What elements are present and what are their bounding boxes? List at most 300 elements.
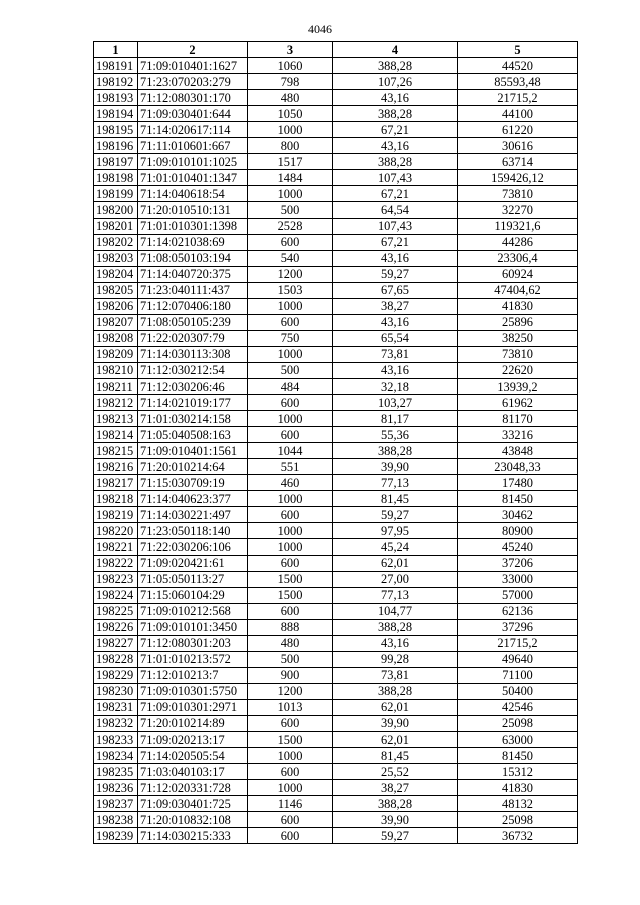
area-cell: 1000 [248,411,333,427]
row-id-cell: 198209 [94,346,138,362]
row-id-cell: 198207 [94,314,138,330]
table-row [94,90,578,106]
column-header-2: 2 [138,42,248,58]
row-id-cell: 198194 [94,106,138,122]
rate-cell: 388,28 [333,443,458,459]
table-row [94,362,578,378]
total-cell: 81450 [458,491,578,507]
total-cell: 21715,2 [458,635,578,651]
rate-cell: 77,13 [333,587,458,603]
area-cell: 1500 [248,587,333,603]
row-id-cell: 198201 [94,218,138,234]
row-id-cell: 198208 [94,330,138,346]
total-cell: 25098 [458,812,578,828]
table-row [94,507,578,523]
row-id-cell: 198219 [94,507,138,523]
table-row [94,715,578,731]
area-cell: 1000 [248,523,333,539]
cadastral-number-cell: 71:09:010101:1025 [138,154,248,170]
rate-cell: 388,28 [333,619,458,635]
rate-cell: 104,77 [333,603,458,619]
area-cell: 1050 [248,106,333,122]
cadastral-number-cell: 71:20:010214:64 [138,459,248,475]
table-row [94,218,578,234]
total-cell: 17480 [458,475,578,491]
area-cell: 900 [248,667,333,683]
cadastral-number-cell: 71:09:020421:61 [138,555,248,571]
rate-cell: 62,01 [333,732,458,748]
rate-cell: 73,81 [333,667,458,683]
total-cell: 61220 [458,122,578,138]
row-id-cell: 198210 [94,362,138,378]
table-row [94,186,578,202]
total-cell: 37206 [458,555,578,571]
row-id-cell: 198223 [94,571,138,587]
rate-cell: 62,01 [333,699,458,715]
total-cell: 60924 [458,266,578,282]
cadastral-number-cell: 71:09:010101:3450 [138,619,248,635]
column-header-5: 5 [458,42,578,58]
rate-cell: 81,17 [333,411,458,427]
area-cell: 600 [248,395,333,411]
cadastral-number-cell: 71:08:050105:239 [138,314,248,330]
cadastral-number-cell: 71:14:030221:497 [138,507,248,523]
area-cell: 600 [248,603,333,619]
total-cell: 73810 [458,346,578,362]
area-cell: 1500 [248,571,333,587]
area-cell: 551 [248,459,333,475]
area-cell: 1484 [248,170,333,186]
table-row [94,619,578,635]
cadastral-number-cell: 71:23:050118:140 [138,523,248,539]
table-body [94,58,578,844]
cadastral-number-cell: 71:23:070203:279 [138,74,248,90]
area-cell: 600 [248,555,333,571]
area-cell: 1200 [248,266,333,282]
rate-cell: 39,90 [333,459,458,475]
cadastral-number-cell: 71:14:040720:375 [138,266,248,282]
column-header-3: 3 [248,42,333,58]
row-id-cell: 198206 [94,298,138,314]
cadastral-number-cell: 71:01:010213:572 [138,651,248,667]
area-cell: 600 [248,234,333,250]
cadastral-number-cell: 71:22:030206:106 [138,539,248,555]
row-id-cell: 198220 [94,523,138,539]
total-cell: 42546 [458,699,578,715]
table-row [94,683,578,699]
row-id-cell: 198211 [94,378,138,394]
area-cell: 600 [248,427,333,443]
area-cell: 500 [248,651,333,667]
rate-cell: 59,27 [333,507,458,523]
row-id-cell: 198191 [94,58,138,74]
table-row [94,154,578,170]
row-id-cell: 198205 [94,282,138,298]
table-row [94,539,578,555]
table-row [94,330,578,346]
rate-cell: 97,95 [333,523,458,539]
row-id-cell: 198229 [94,667,138,683]
table-row [94,603,578,619]
rate-cell: 388,28 [333,154,458,170]
table-row [94,266,578,282]
cadastral-number-cell: 71:01:010301:1398 [138,218,248,234]
total-cell: 80900 [458,523,578,539]
rate-cell: 38,27 [333,780,458,796]
rate-cell: 107,43 [333,170,458,186]
table-row [94,202,578,218]
area-cell: 1500 [248,732,333,748]
cadastral-number-cell: 71:15:060104:29 [138,587,248,603]
area-cell: 600 [248,812,333,828]
total-cell: 30616 [458,138,578,154]
area-cell: 750 [248,330,333,346]
rate-cell: 62,01 [333,555,458,571]
total-cell: 62136 [458,603,578,619]
row-id-cell: 198193 [94,90,138,106]
row-id-cell: 198214 [94,427,138,443]
cadastral-number-cell: 71:14:020505:54 [138,748,248,764]
cadastral-number-cell: 71:09:030401:644 [138,106,248,122]
table-row [94,122,578,138]
total-cell: 57000 [458,587,578,603]
total-cell: 44520 [458,58,578,74]
area-cell: 500 [248,362,333,378]
cadastral-number-cell: 71:14:040623:377 [138,491,248,507]
area-cell: 1000 [248,748,333,764]
total-cell: 119321,6 [458,218,578,234]
total-cell: 49640 [458,651,578,667]
table-row [94,58,578,74]
total-cell: 22620 [458,362,578,378]
rate-cell: 43,16 [333,314,458,330]
data-table [93,41,578,844]
rate-cell: 43,16 [333,90,458,106]
rate-cell: 103,27 [333,395,458,411]
rate-cell: 27,00 [333,571,458,587]
total-cell: 21715,2 [458,90,578,106]
total-cell: 43848 [458,443,578,459]
cadastral-number-cell: 71:03:040103:17 [138,764,248,780]
row-id-cell: 198202 [94,234,138,250]
table-row [94,443,578,459]
area-cell: 600 [248,715,333,731]
table-row [94,491,578,507]
total-cell: 25098 [458,715,578,731]
cadastral-number-cell: 71:12:080301:203 [138,635,248,651]
total-cell: 81450 [458,748,578,764]
cadastral-number-cell: 71:12:010213:7 [138,667,248,683]
row-id-cell: 198225 [94,603,138,619]
cadastral-number-cell: 71:23:040111:437 [138,282,248,298]
rate-cell: 43,16 [333,138,458,154]
row-id-cell: 198195 [94,122,138,138]
row-id-cell: 198216 [94,459,138,475]
rate-cell: 67,21 [333,122,458,138]
total-cell: 44100 [458,106,578,122]
row-id-cell: 198234 [94,748,138,764]
area-cell: 480 [248,635,333,651]
column-header-4: 4 [333,42,458,58]
total-cell: 61962 [458,395,578,411]
cadastral-number-cell: 71:09:010212:568 [138,603,248,619]
table-row [94,459,578,475]
cadastral-number-cell: 71:14:040618:54 [138,186,248,202]
rate-cell: 388,28 [333,58,458,74]
rate-cell: 81,45 [333,491,458,507]
row-id-cell: 198222 [94,555,138,571]
table-row [94,796,578,812]
table-row [94,378,578,394]
cadastral-number-cell: 71:12:070406:180 [138,298,248,314]
rate-cell: 38,27 [333,298,458,314]
table-row [94,282,578,298]
area-cell: 1200 [248,683,333,699]
rate-cell: 67,65 [333,282,458,298]
rate-cell: 39,90 [333,715,458,731]
total-cell: 30462 [458,507,578,523]
row-id-cell: 198228 [94,651,138,667]
rate-cell: 43,16 [333,362,458,378]
area-cell: 480 [248,90,333,106]
cadastral-number-cell: 71:01:010401:1347 [138,170,248,186]
area-cell: 1503 [248,282,333,298]
table-row [94,651,578,667]
rate-cell: 67,21 [333,234,458,250]
table-row [94,234,578,250]
area-cell: 1000 [248,186,333,202]
row-id-cell: 198232 [94,715,138,731]
table-row [94,475,578,491]
row-id-cell: 198233 [94,732,138,748]
rate-cell: 73,81 [333,346,458,362]
cadastral-number-cell: 71:12:030212:54 [138,362,248,378]
row-id-cell: 198192 [94,74,138,90]
rate-cell: 25,52 [333,764,458,780]
column-header-1: 1 [94,42,138,58]
table-row [94,138,578,154]
table-row [94,427,578,443]
cadastral-number-cell: 71:09:030401:725 [138,796,248,812]
table-row [94,314,578,330]
area-cell: 600 [248,828,333,844]
row-id-cell: 198204 [94,266,138,282]
table-row [94,298,578,314]
total-cell: 33216 [458,427,578,443]
table-row [94,106,578,122]
area-cell: 1000 [248,122,333,138]
total-cell: 33000 [458,571,578,587]
row-id-cell: 198203 [94,250,138,266]
row-id-cell: 198231 [94,699,138,715]
rate-cell: 77,13 [333,475,458,491]
area-cell: 600 [248,507,333,523]
rate-cell: 39,90 [333,812,458,828]
area-cell: 1000 [248,298,333,314]
total-cell: 73810 [458,186,578,202]
rate-cell: 59,27 [333,266,458,282]
cadastral-number-cell: 71:12:030206:46 [138,378,248,394]
row-id-cell: 198239 [94,828,138,844]
cadastral-number-cell: 71:08:050103:194 [138,250,248,266]
cadastral-number-cell: 71:11:010601:667 [138,138,248,154]
area-cell: 1000 [248,780,333,796]
cadastral-number-cell: 71:14:021038:69 [138,234,248,250]
table-row [94,828,578,844]
row-id-cell: 198197 [94,154,138,170]
area-cell: 2528 [248,218,333,234]
table-row [94,555,578,571]
area-cell: 1517 [248,154,333,170]
cadastral-number-cell: 71:12:020331:728 [138,780,248,796]
total-cell: 44286 [458,234,578,250]
cadastral-number-cell: 71:14:030215:333 [138,828,248,844]
total-cell: 50400 [458,683,578,699]
rate-cell: 45,24 [333,539,458,555]
row-id-cell: 198213 [94,411,138,427]
total-cell: 63000 [458,732,578,748]
table-row [94,571,578,587]
row-id-cell: 198230 [94,683,138,699]
row-id-cell: 198227 [94,635,138,651]
area-cell: 600 [248,764,333,780]
total-cell: 85593,48 [458,74,578,90]
rate-cell: 107,43 [333,218,458,234]
table-row [94,170,578,186]
total-cell: 13939,2 [458,378,578,394]
table-row [94,732,578,748]
area-cell: 1000 [248,491,333,507]
area-cell: 888 [248,619,333,635]
rate-cell: 67,21 [333,186,458,202]
page-number: 4046 [308,22,332,36]
area-cell: 600 [248,314,333,330]
cadastral-number-cell: 71:09:020213:17 [138,732,248,748]
total-cell: 159426,12 [458,170,578,186]
row-id-cell: 198196 [94,138,138,154]
table-row [94,812,578,828]
area-cell: 1000 [248,346,333,362]
total-cell: 63714 [458,154,578,170]
cadastral-number-cell: 71:15:030709:19 [138,475,248,491]
cadastral-number-cell: 71:14:030113:308 [138,346,248,362]
table-row [94,780,578,796]
table-row [94,411,578,427]
table-row [94,346,578,362]
area-cell: 460 [248,475,333,491]
area-cell: 800 [248,138,333,154]
cadastral-number-cell: 71:09:010301:2971 [138,699,248,715]
row-id-cell: 198224 [94,587,138,603]
rate-cell: 64,54 [333,202,458,218]
area-cell: 500 [248,202,333,218]
cadastral-number-cell: 71:05:040508:163 [138,427,248,443]
total-cell: 47404,62 [458,282,578,298]
row-id-cell: 198236 [94,780,138,796]
row-id-cell: 198215 [94,443,138,459]
area-cell: 1044 [248,443,333,459]
area-cell: 484 [248,378,333,394]
cadastral-number-cell: 71:20:010510:131 [138,202,248,218]
area-cell: 1146 [248,796,333,812]
header-row [94,42,578,58]
table-row [94,587,578,603]
row-id-cell: 198212 [94,395,138,411]
cadastral-number-cell: 71:09:010401:1627 [138,58,248,74]
total-cell: 23048,33 [458,459,578,475]
row-id-cell: 198218 [94,491,138,507]
total-cell: 48132 [458,796,578,812]
total-cell: 23306,4 [458,250,578,266]
cadastral-number-cell: 71:20:010214:89 [138,715,248,731]
total-cell: 25896 [458,314,578,330]
cadastral-number-cell: 71:09:010401:1561 [138,443,248,459]
rate-cell: 388,28 [333,796,458,812]
rate-cell: 55,36 [333,427,458,443]
table-row [94,523,578,539]
cadastral-number-cell: 71:14:021019:177 [138,395,248,411]
row-id-cell: 198200 [94,202,138,218]
rate-cell: 107,26 [333,74,458,90]
total-cell: 38250 [458,330,578,346]
rate-cell: 65,54 [333,330,458,346]
rate-cell: 43,16 [333,635,458,651]
row-id-cell: 198238 [94,812,138,828]
total-cell: 37296 [458,619,578,635]
cadastral-number-cell: 71:05:050113:27 [138,571,248,587]
total-cell: 81170 [458,411,578,427]
rate-cell: 32,18 [333,378,458,394]
total-cell: 41830 [458,780,578,796]
total-cell: 71100 [458,667,578,683]
table-row [94,699,578,715]
total-cell: 32270 [458,202,578,218]
table-row [94,748,578,764]
cadastral-number-cell: 71:09:010301:5750 [138,683,248,699]
total-cell: 45240 [458,539,578,555]
area-cell: 1000 [248,539,333,555]
area-cell: 1060 [248,58,333,74]
row-id-cell: 198217 [94,475,138,491]
cadastral-number-cell: 71:14:020617:114 [138,122,248,138]
rate-cell: 99,28 [333,651,458,667]
table-row [94,250,578,266]
table-row [94,764,578,780]
cadastral-number-cell: 71:01:030214:158 [138,411,248,427]
rate-cell: 81,45 [333,748,458,764]
cadastral-number-cell: 71:22:020307:79 [138,330,248,346]
row-id-cell: 198221 [94,539,138,555]
total-cell: 15312 [458,764,578,780]
area-cell: 540 [248,250,333,266]
cadastral-number-cell: 71:20:010832:108 [138,812,248,828]
row-id-cell: 198235 [94,764,138,780]
row-id-cell: 198198 [94,170,138,186]
area-cell: 798 [248,74,333,90]
cadastral-number-cell: 71:12:080301:170 [138,90,248,106]
table-row [94,74,578,90]
row-id-cell: 198199 [94,186,138,202]
area-cell: 1013 [248,699,333,715]
row-id-cell: 198237 [94,796,138,812]
rate-cell: 59,27 [333,828,458,844]
rate-cell: 43,16 [333,250,458,266]
rate-cell: 388,28 [333,683,458,699]
total-cell: 41830 [458,298,578,314]
table-row [94,395,578,411]
row-id-cell: 198226 [94,619,138,635]
table-row [94,667,578,683]
